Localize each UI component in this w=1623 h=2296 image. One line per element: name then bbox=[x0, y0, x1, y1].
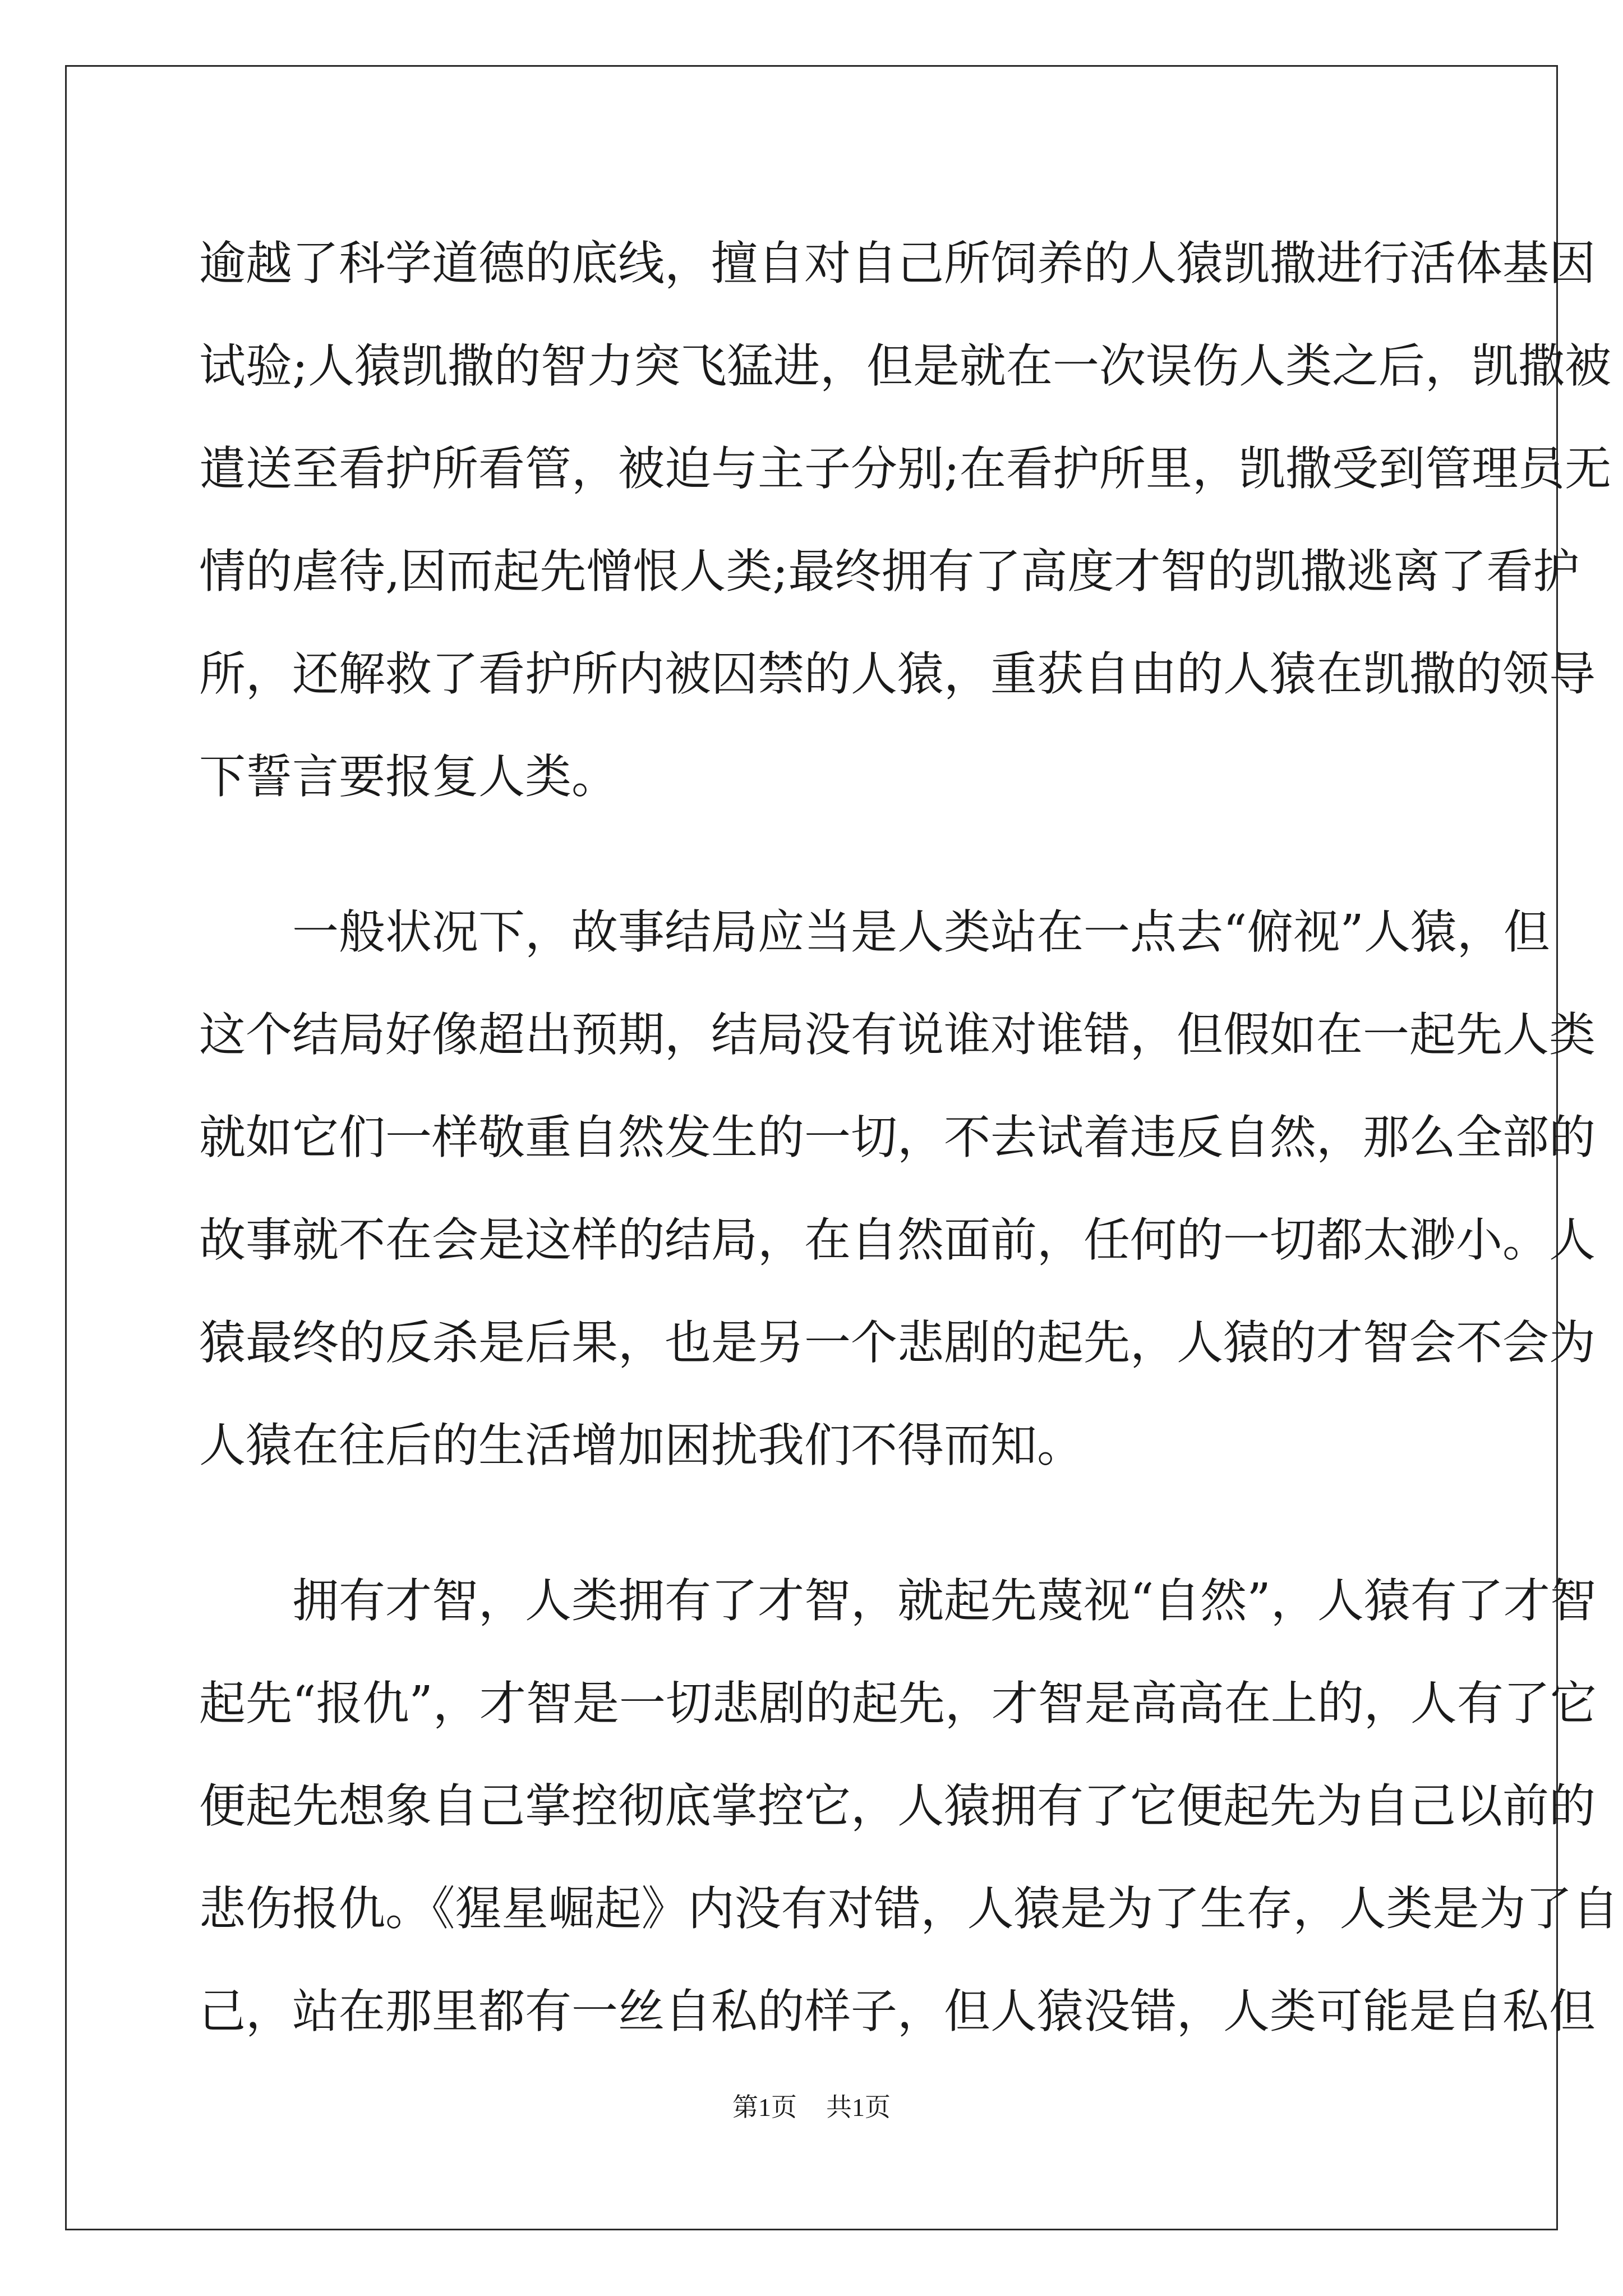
text-line: 这个结局好像超出预期，结局没有说谁对谁错，但假如在一起先人类 bbox=[199, 1007, 1596, 1062]
text-line: 猿最终的反杀是后果，也是另一个悲剧的起先，人猿的才智会不会为 bbox=[199, 1315, 1596, 1370]
text-line: 逾越了科学道德的底线，擅自对自己所饲养的人猿凯撒进行活体基因 bbox=[199, 236, 1596, 291]
text-line: 遣送至看护所看管，被迫与主子分别;在看护所里，凯撒受到管理员无 bbox=[199, 441, 1611, 496]
text-line: 人猿在往后的生活增加困扰我们不得而知。 bbox=[199, 1418, 1083, 1473]
text-line: 悲伤报仇。《猩星崛起》内没有对错，人猿是为了生存，人类是为了自 bbox=[199, 1881, 1619, 1936]
text-line: 己，站在那里都有一丝自私的样子，但人猿没错，人类可能是自私但 bbox=[199, 1984, 1596, 2039]
page-number: 第1页 bbox=[732, 2093, 797, 2122]
paragraph-gap bbox=[199, 828, 1427, 881]
text-line: 便起先想象自己掌控彻底掌控它，人猿拥有了它便起先为自己以前的 bbox=[199, 1779, 1596, 1833]
text-line: 情的虐待,因而起先憎恨人类;最终拥有了高度才智的凯撒逃离了看护 bbox=[199, 544, 1580, 599]
text-line: 所，还解救了看护所内被囚禁的人猿，重获自由的人猿在凯撒的领导 bbox=[199, 647, 1596, 701]
text-line: 故事就不在会是这样的结局，在自然面前，任何的一切都太渺小。人 bbox=[199, 1213, 1596, 1267]
text-line: 试验;人猿凯撒的智力突飞猛进，但是就在一次误伤人类之后，凯撒被 bbox=[199, 339, 1611, 393]
paragraph-gap bbox=[199, 1497, 1427, 1549]
text-line: 就如它们一样敬重自然发生的一切，不去试着违反自然，那么全部的 bbox=[199, 1110, 1596, 1165]
text-line: 下誓言要报复人类。 bbox=[199, 749, 618, 804]
page-footer bbox=[0, 2087, 1623, 2124]
document-body bbox=[199, 212, 1619, 2063]
text-line: 拥有才智，人类拥有了才智，就起先蔑视“自然”，人猿有了才智 bbox=[199, 1573, 1597, 1628]
page-total: 共1页 bbox=[826, 2093, 891, 2122]
text-line: 一般状况下，故事结局应当是人类站在一点去“俯视”人猿，但 bbox=[199, 905, 1550, 959]
text-line: 起先“报仇”，才智是一切悲剧的起先，才智是高高在上的，人有了它 bbox=[199, 1676, 1597, 1731]
